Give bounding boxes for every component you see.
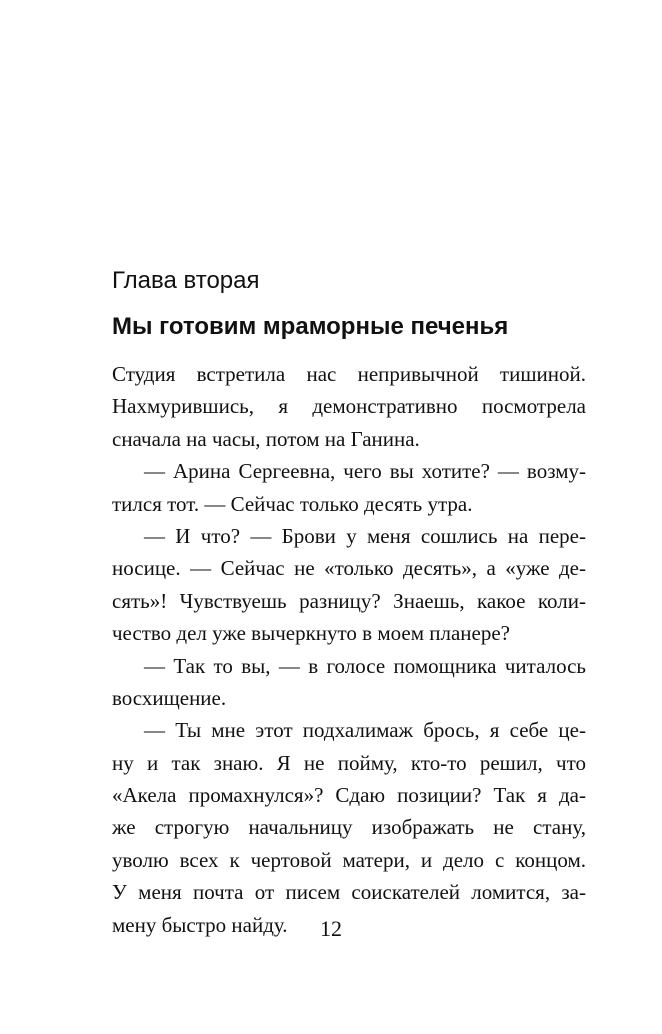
text-line: носице. — Сейчас не «только десять», а «уже де- [112, 556, 586, 581]
text-line: — Ты мне этот подхалимаж брось, я себе це- [144, 718, 586, 743]
text-line: сять»! Чувствуешь разницу? Знаешь, какое коли- [112, 588, 586, 613]
chapter-label: Глава вторая [112, 267, 260, 294]
text-line: чество дел уже вычеркнуто в моем планере? [112, 621, 510, 646]
text-line: уволю всех к чертовой матери, и дело с концом. [112, 847, 586, 872]
text-line: мену быстро найду. [112, 912, 288, 937]
body-text [112, 358, 586, 941]
page-number: 12 [320, 916, 342, 941]
text-line: У меня почта от писем соискателей ломится, за- [112, 880, 586, 905]
text-line: — Так то вы, — в голосе помощника читалось [144, 653, 586, 678]
text-line: «Акела промахнулся»? Сдаю позиции? Так я да- [112, 783, 586, 808]
chapter-title: Мы готовим мраморные печенья [112, 313, 509, 340]
text-line: ну и так знаю. Я не пойму, кто-то решил, что [112, 750, 586, 775]
text-line: — Арина Сергеевна, чего вы хотите? — возму- [144, 459, 586, 484]
text-line: Нахмурившись, я демонстративно посмотрела [112, 394, 586, 419]
text-line: же строгую начальницу изображать не стану, [112, 815, 586, 840]
text-line: восхищение. [112, 685, 227, 710]
text-line: — И что? — Брови у меня сошлись на пере- [144, 523, 586, 548]
text-line: сначала на часы, потом на Ганина. [112, 426, 420, 451]
text-line: тился тот. — Сейчас только десять утра. [112, 491, 473, 516]
text-line: Студия встретила нас непривычной тишиной. [112, 362, 586, 386]
